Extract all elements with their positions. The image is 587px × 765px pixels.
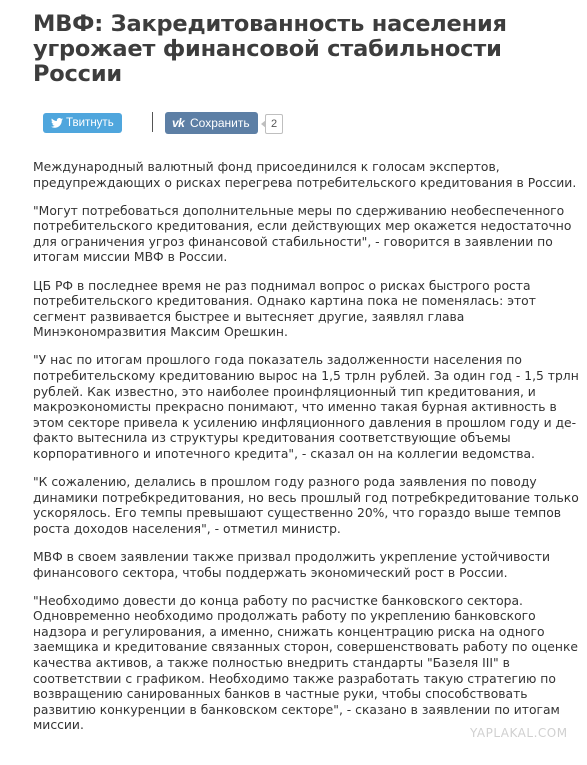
article-paragraph: МВФ в своем заявлении также призвал продолжить укрепление устойчивости финансового сектора, чтобы поддержать экономический рост в России. <box>33 549 550 580</box>
article-paragraph: "Могут потребоваться дополнительные меры по сдерживанию необеспеченного потребительского кредитования, если действующих мер окажется недостаточно для ограничения угроз финансовой стабильности", - говорится в заявлении по итогам миссии МВФ в России. <box>33 203 572 265</box>
article-body <box>33 160 581 747</box>
vk-save-label: Сохранить <box>190 116 250 130</box>
article-paragraph: "К сожалению, делались в прошлом году разного рода заявления по поводу динамики потребкредитования, но весь прошлый год потребкредитование только ускорялось. Его темпы превышают существенно 20%, что гораздо выше темпов роста доходов населения", - отметил министр. <box>33 475 579 536</box>
vk-logo-icon: vk <box>172 116 185 130</box>
article-paragraph: "У нас по итогам прошлого года показатель задолженности населения по потребительскому кредитованию вырос на 1,5 трлн рублей. За один год - 1,5 трлн рублей. Как известно, это наиболее проинфляционный тип кредитования, и макроэкономисты прекрасно понимают, что именно такая бурная активность в этом секторе привела к усилению инфляционного давления в прошлом году и де-факто вытеснила из структуры кредитования соответствующие объемы корпоративного и ипотечного кредита", - сказал он на коллегии ведомства. <box>33 353 579 461</box>
twitter-bird-icon <box>51 118 63 128</box>
article-paragraph: Международный валютный фонд присоединился к голосам экспертов, предупреждающих о рисках перегрева потребительского кредитования в России. <box>33 160 577 190</box>
tweet-button[interactable] <box>43 113 122 133</box>
article-title: МВФ: Закредитованность населения угрожает финансовой стабильности России <box>33 11 507 87</box>
share-divider <box>152 112 153 132</box>
tweet-button-label: Твитнуть <box>66 117 114 129</box>
share-bar <box>43 112 343 136</box>
site-watermark: YAPLAKAL.COM <box>470 726 568 740</box>
vk-share-count: 2 <box>265 114 283 134</box>
article-paragraph: ЦБ РФ в последнее время не раз поднимал вопрос о рисках быстрого роста потребительского кредитования. Однако картина пока не поменялась: этот сегмент развивается быстрее и вытесняет другие, заявлял глава Минэкономразвития Максим Орешкин. <box>33 278 536 340</box>
vk-save-button[interactable] <box>165 112 258 134</box>
article-paragraph: "Необходимо довести до конца работу по расчистке банковского сектора. Одновременно необходимо продолжать работу по укреплению банковского надзора и регулирования, а именно, снижать концентрацию риска на одного заемщика и кредитование связанных сторон, совершенствовать работу по оценке качества активов, а также полностью внедрить стандарты "Базеля III" в соответствии с графиком. Необходимо также разработать такую стратегию по возвращению санированных банков в частные руки, чтобы способствовать развитию конкуренции в банковском секторе", - сказано в заявлении по итогам миссии. <box>33 593 579 733</box>
